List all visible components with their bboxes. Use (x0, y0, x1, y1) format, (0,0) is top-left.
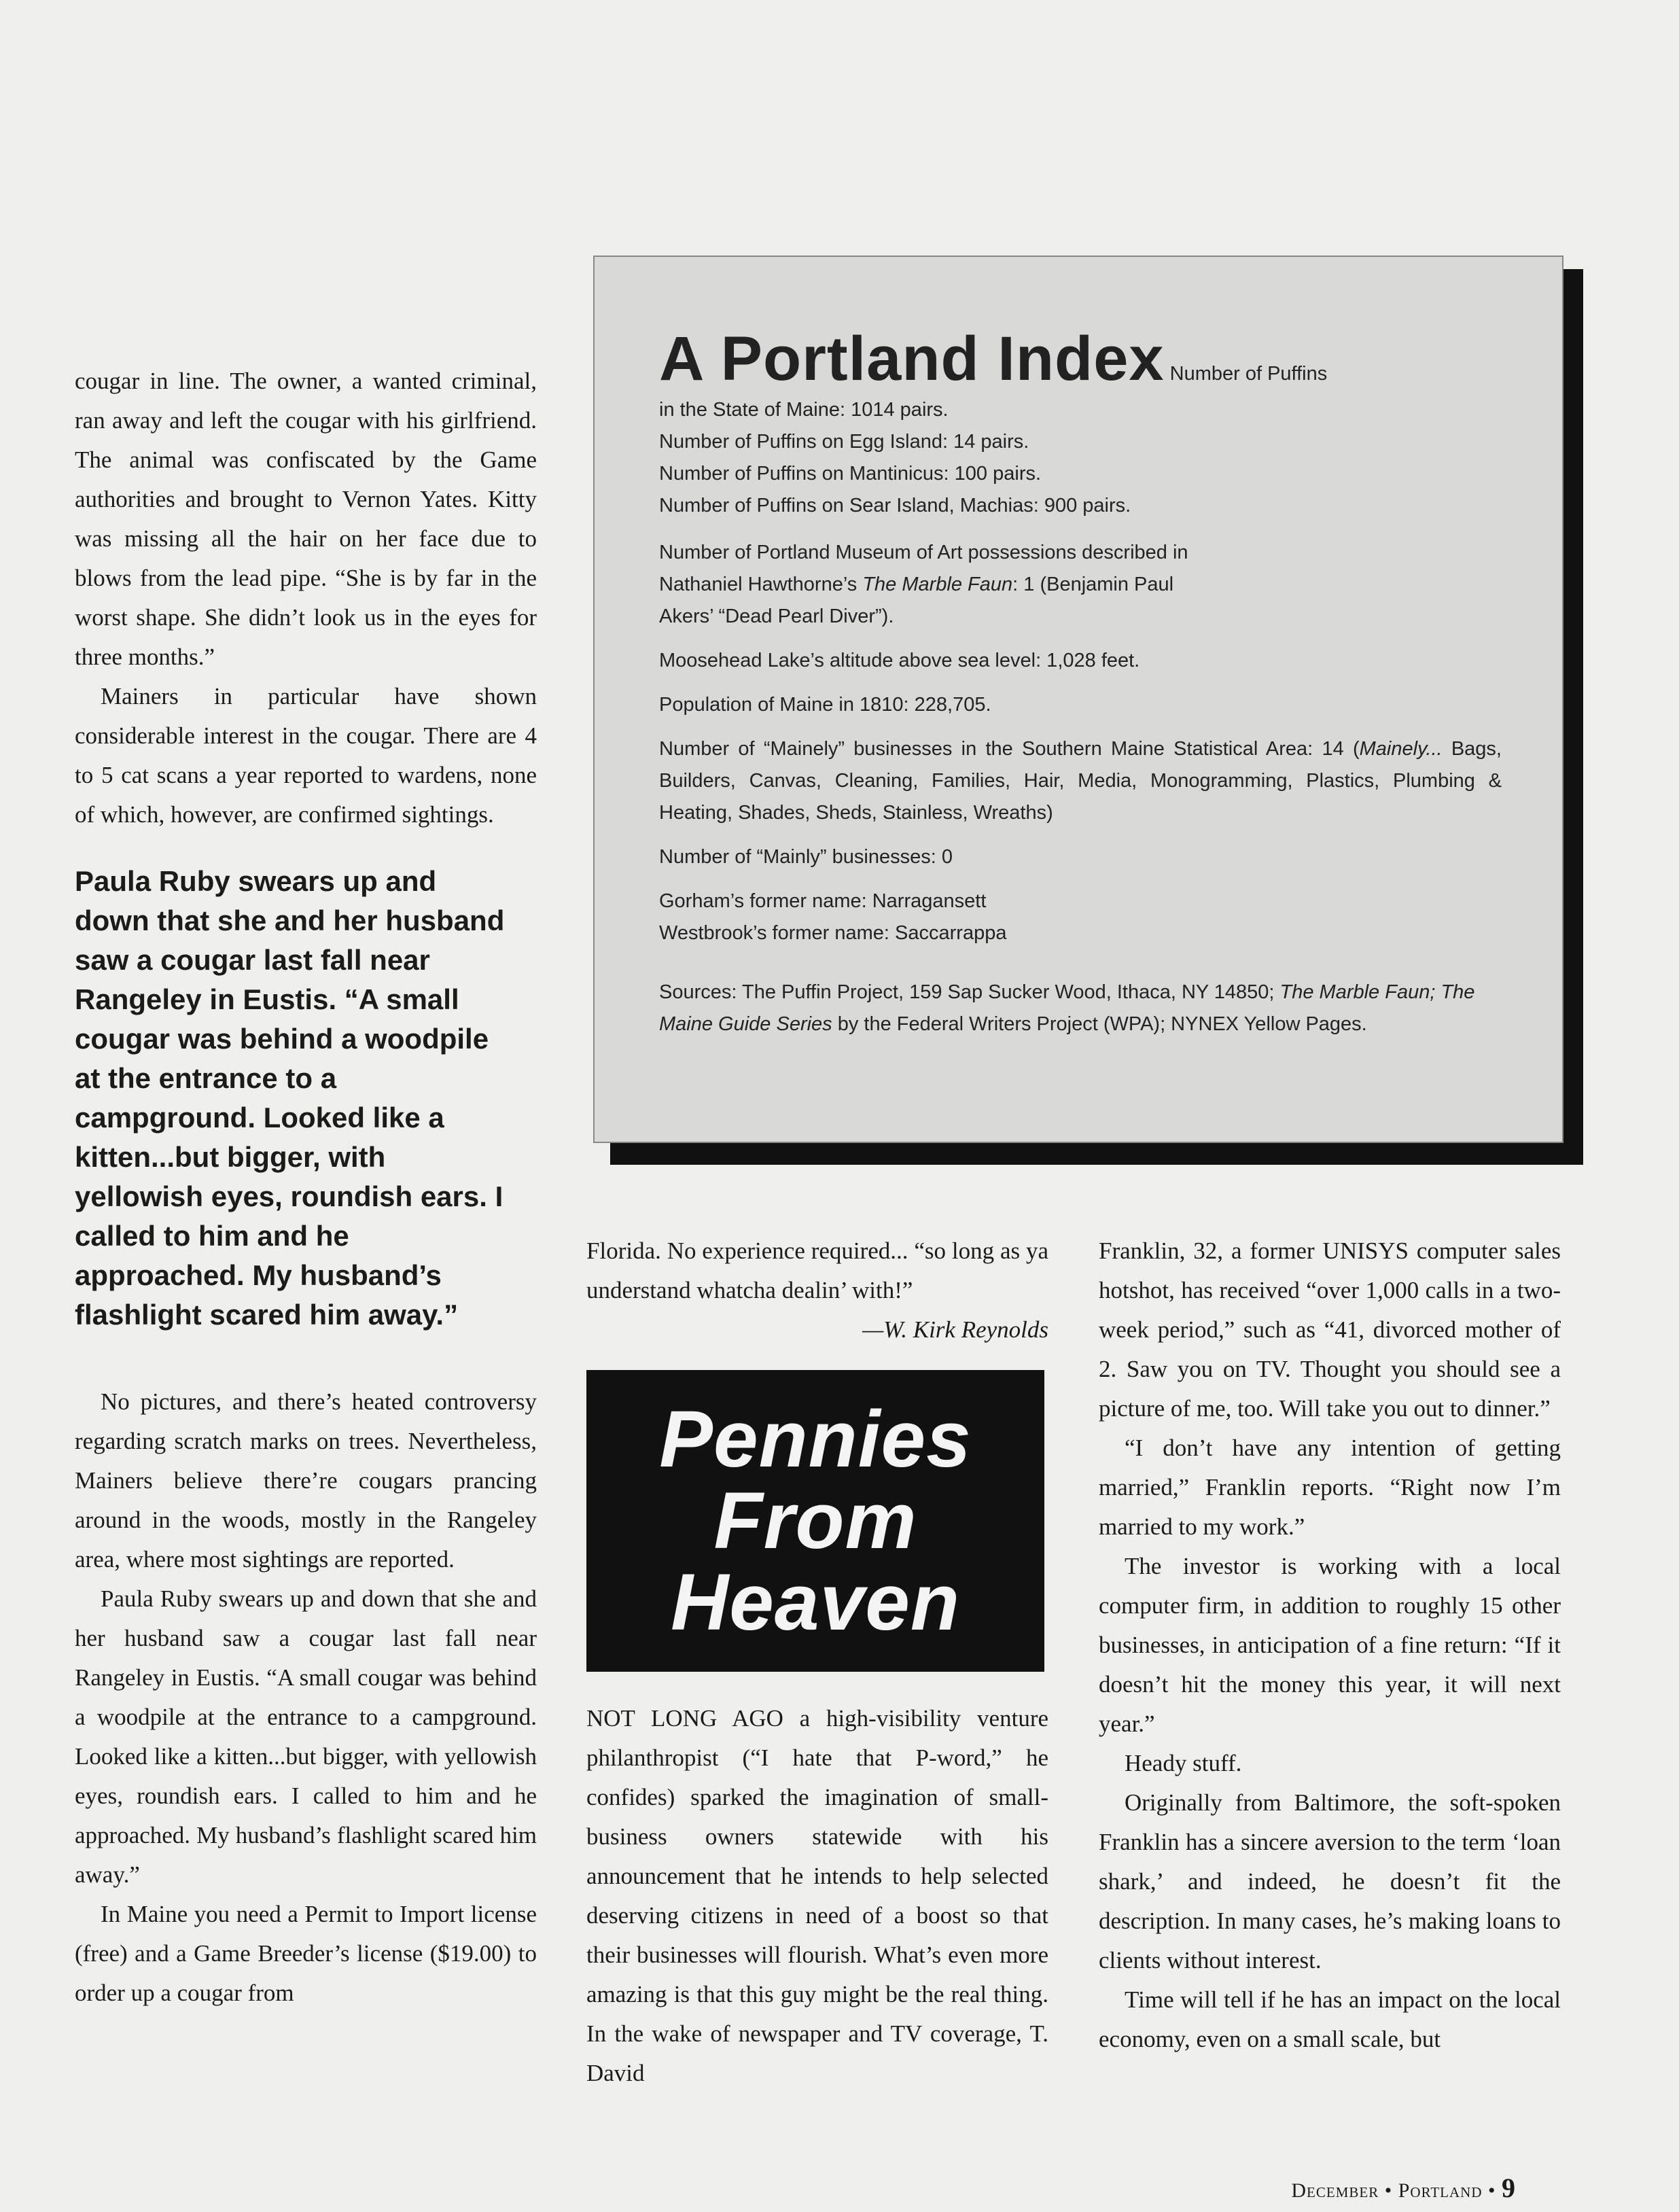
index-item: Moosehead Lake’s altitude above sea level: 1,028 feet. (659, 650, 1140, 671)
index-item: Westbrook’s former name: Saccarrappa (659, 922, 1007, 944)
page-folio (1291, 2172, 1516, 2204)
index-item: Number of “Mainly” businesses: 0 (659, 846, 953, 868)
index-sources: by the Federal Writers Project (WPA); NYNEX Yellow Pages. (832, 1013, 1367, 1035)
body-paragraph: Heady stuff. (1125, 1750, 1242, 1776)
body-paragraph: a high-visibility venture philanthropist (“I hate that P-word,” he confides) sparked the imagination of small-business owners statewide with his announcement that he intends to help selected deserving citizens in need of a boost so that their businesses will flourish. What’s even more amazing is that this guy might be the real thing. In the wake of newspaper and TV coverage, T. David (586, 1705, 1049, 2086)
body-paragraph: Franklin, 32, a former UNISYS computer sales hotshot, has received “over 1,000 calls in a two-week period,” such as “41, divorced mother of 2. Saw you on TV. Thought you should see a picture of me, too. Will take you out to dinner.” (1099, 1237, 1561, 1422)
pull-quote: Paula Ruby swears up and down that she and her husband saw a cougar last fall near Rangeley in Eustis. “A small cougar was behind a woodpile at the entrance to a campground. Looked like a kitten...but bigger, with yellowish eyes, roundish ears. I called to him and he approached. My husband’s flashlight scared him away.” (75, 865, 505, 1331)
index-first-item-start: Number of Puffins (1169, 363, 1328, 385)
index-item: Number of Puffins on Sear Island, Machias: 900 pairs. (659, 495, 1131, 516)
portland-index-box (593, 256, 1563, 1143)
index-item: Number of Puffins on Egg Island: 14 pairs. (659, 431, 1029, 453)
body-paragraph: The investor is working with a local computer firm, in addition to roughly 15 other businesses, in anticipation of a fine return: “If it doesn’t hit the money this year, it will next year.” (1099, 1553, 1561, 1737)
index-content: A Portland Index Number of Puffins in the State of Maine: 1014 pairs. Number of Puffins on Egg Island: 14 pairs. Number of Puffins on Mantinicus: 100 pairs. Number of Puffins on Sear Island, Machias: 900 pairs. Number of Portland Museum of Art possessions described in Nathaniel Hawthorne’s The Marble Faun: 1 (Benjamin Paul Akers’ “Dead Pearl Diver”). Moosehead Lake’s altitude above sea level: 1,028 feet. Population of Maine in 1810: 228,705. Number of “Mainely” businesses in the Southern Maine Statistical Area: 14 (Mainely... Bags, Builders, Canvas, Cleaning, Families, Hair, Media, Monogramming, Plastics, Plumbing & Heating, Shades, Sheds, Stainless, Wreaths) Number of “Mainly” businesses: 0 Gorham’s former name: Narragansett Westbrook’s former name: Saccarrappa Sources: The Puffin Project, 159 Sap Sucker Wood, Ithaca, NY 14850; The Marble Faun; The Maine Guide Series by the Federal Writers Project (WPA); NYNEX Yellow Pages. (659, 324, 1502, 1035)
body-paragraph: In Maine you need a Permit to Import license (free) and a Game Breeder’s license ($19.00) to order up a cougar from (75, 1901, 537, 2006)
folio-month: December (1291, 2179, 1379, 2202)
page-number: 9 (1502, 2173, 1516, 2203)
left-column (75, 362, 537, 2013)
index-item: : 1 (Benjamin Paul Akers’ “Dead Pearl Diver”). (659, 574, 1174, 627)
index-title: A Portland Index (659, 324, 1165, 393)
lead-in: NOT LONG AGO (586, 1705, 783, 1732)
body-paragraph: “I don’t have any intention of getting married,” Franklin reports. “Right now I’m married to my work.” (1099, 1435, 1561, 1540)
body-paragraph: No pictures, and there’s heated controversy regarding scratch marks on trees. Nevertheless, Mainers believe there’re cougars prancing around in the woods, mostly in the Rangeley area, where most sightings are reported. (75, 1388, 537, 1573)
body-paragraph: Originally from Baltimore, the soft-spoken Franklin has a sincere aversion to the term ‘loan shark,’ and indeed, he doesn’t fit the description. In many cases, he’s making loans to clients without interest. (1099, 1789, 1561, 1973)
body-paragraph: Paula Ruby swears up and down that she and her husband saw a cougar last fall near Rangeley in Eustis. “A small cougar was behind a woodpile at the entrance to a campground. Looked like a kitten...but bigger, with yellowish eyes, roundish ears. I called to him and he approached. My husband’s flashlight scared him away.” (75, 1585, 537, 1888)
index-item: Number of “Mainely” businesses in the Southern Maine Statistical Area: 14 (659, 738, 1344, 760)
middle-column (586, 1231, 1048, 2093)
index-item: Population of Maine in 1810: 228,705. (659, 694, 991, 716)
pennies-headline-block (586, 1370, 1044, 1672)
index-item-italic: Mainely... (1359, 738, 1443, 760)
byline: —W. Kirk Reynolds (862, 1316, 1048, 1343)
index-sources: Sources: The Puffin Project, 159 Sap Sucker Wood, Ithaca, NY 14850; (659, 981, 1280, 1003)
headline-word: Pennies (659, 1394, 972, 1484)
right-column (1099, 1231, 1561, 2059)
body-paragraph: cougar in line. The owner, a wanted criminal, ran away and left the cougar with his girlfriend. The animal was confiscated by the Game authorities and brought to Vernon Yates. Kitty was missing all the hair on her face due to blows from the lead pipe. “She is by far in the worst shape. She didn’t look us in the eyes for three months.” (75, 368, 537, 670)
body-paragraph: Florida. No experience required... “so long as ya understand whatcha dealin’ with!” (586, 1237, 1048, 1303)
headline-word: Heaven (671, 1558, 960, 1647)
body-paragraph: Time will tell if he has an impact on the local economy, even on a small scale, but (1099, 1986, 1561, 2052)
headline-word: From (713, 1476, 917, 1566)
index-item: Number of Puffins on Mantinicus: 100 pairs. (659, 463, 1042, 485)
bullet-icon: • (1384, 2179, 1393, 2202)
index-book-title: The Marble Faun (862, 574, 1013, 595)
index-sources-italic: The Marble Faun; The Maine Guide Series (659, 981, 1475, 1035)
bullet-icon: • (1487, 2179, 1496, 2202)
index-item: Gorham’s former name: Narragansett (659, 890, 987, 912)
body-paragraph: Mainers in particular have shown considerable interest in the cougar. There are 4 to 5 cat scans a year reported to wardens, none of which, however, are confirmed sightings. (75, 683, 537, 828)
index-item: in the State of Maine: 1014 pairs. (659, 399, 949, 421)
index-item: Bags, Builders, Canvas, Cleaning, Families, Hair, Media, Monogramming, Plastics, Plumbing & Heating, Shades, Sheds, Stainless, Wreaths) (659, 738, 1502, 824)
folio-magazine: Portland (1398, 2179, 1483, 2202)
index-item: Number of Portland Museum of Art possessions described in Nathaniel Hawthorne’s (659, 542, 1188, 595)
